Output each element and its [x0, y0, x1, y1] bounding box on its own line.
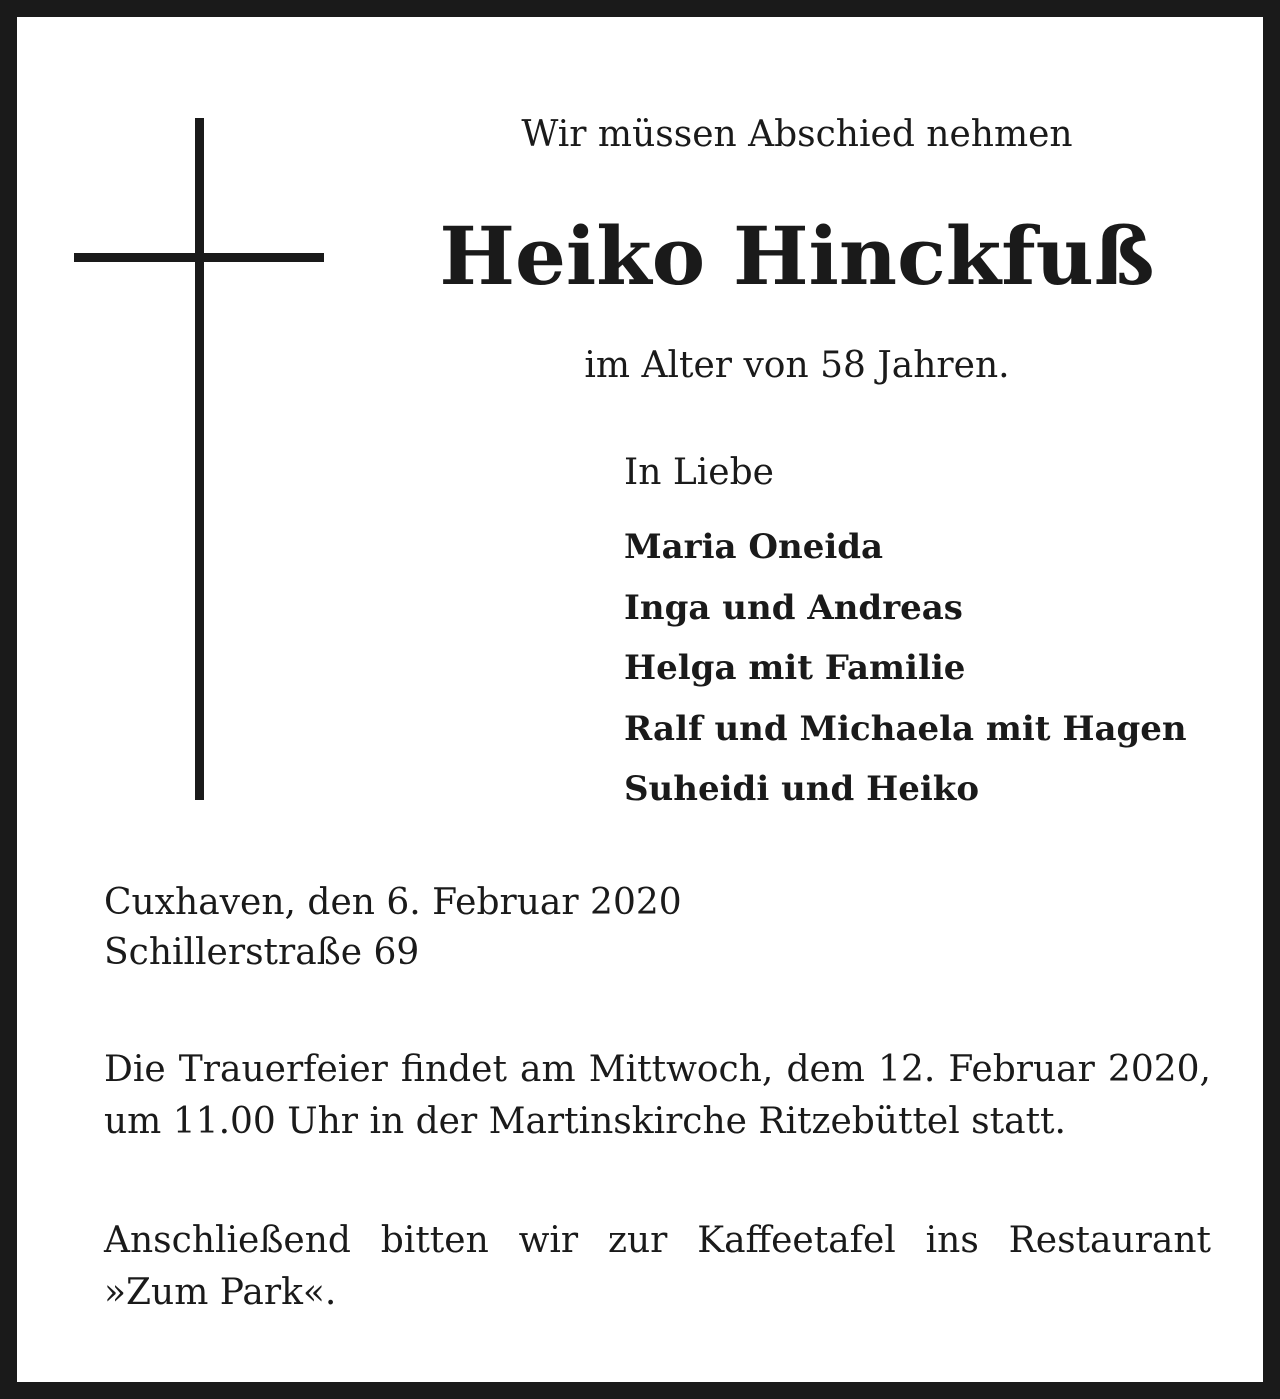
love-line: In Liebe	[624, 452, 774, 493]
age-line: im Alter von 58 Jahren.	[584, 345, 1010, 386]
mourner-name: Suheidi und Heiko	[624, 769, 980, 809]
deceased-name: Heiko Hinckfuß	[439, 209, 1155, 303]
cross-horizontal-bar	[74, 253, 324, 262]
mourner-name: Maria Oneida	[624, 527, 884, 567]
place-date: Cuxhaven, den 6. Februar 2020	[104, 882, 682, 923]
mourner-name: Inga und Andreas	[624, 587, 963, 628]
mourner-name: Ralf und Michaela mit Hagen	[624, 708, 1187, 749]
intro-line: Wir müssen Abschied nehmen	[521, 114, 1073, 155]
ceremony-paragraph: Die Trauerfeier findet am Mittwoch, dem 12. Februar 2020, um 11.00 Uhr in der Martinskirche Ritzebüttel statt.	[104, 1049, 1211, 1142]
mourner-name: Helga mit Familie	[624, 648, 966, 688]
reception-paragraph: Anschließend bitten wir zur Kaffeetafel ins Restaurant »Zum Park«.	[104, 1220, 1211, 1313]
address: Schillerstraße 69	[104, 932, 420, 973]
mourners-list	[624, 517, 1187, 820]
cross-vertical-bar	[195, 118, 204, 800]
